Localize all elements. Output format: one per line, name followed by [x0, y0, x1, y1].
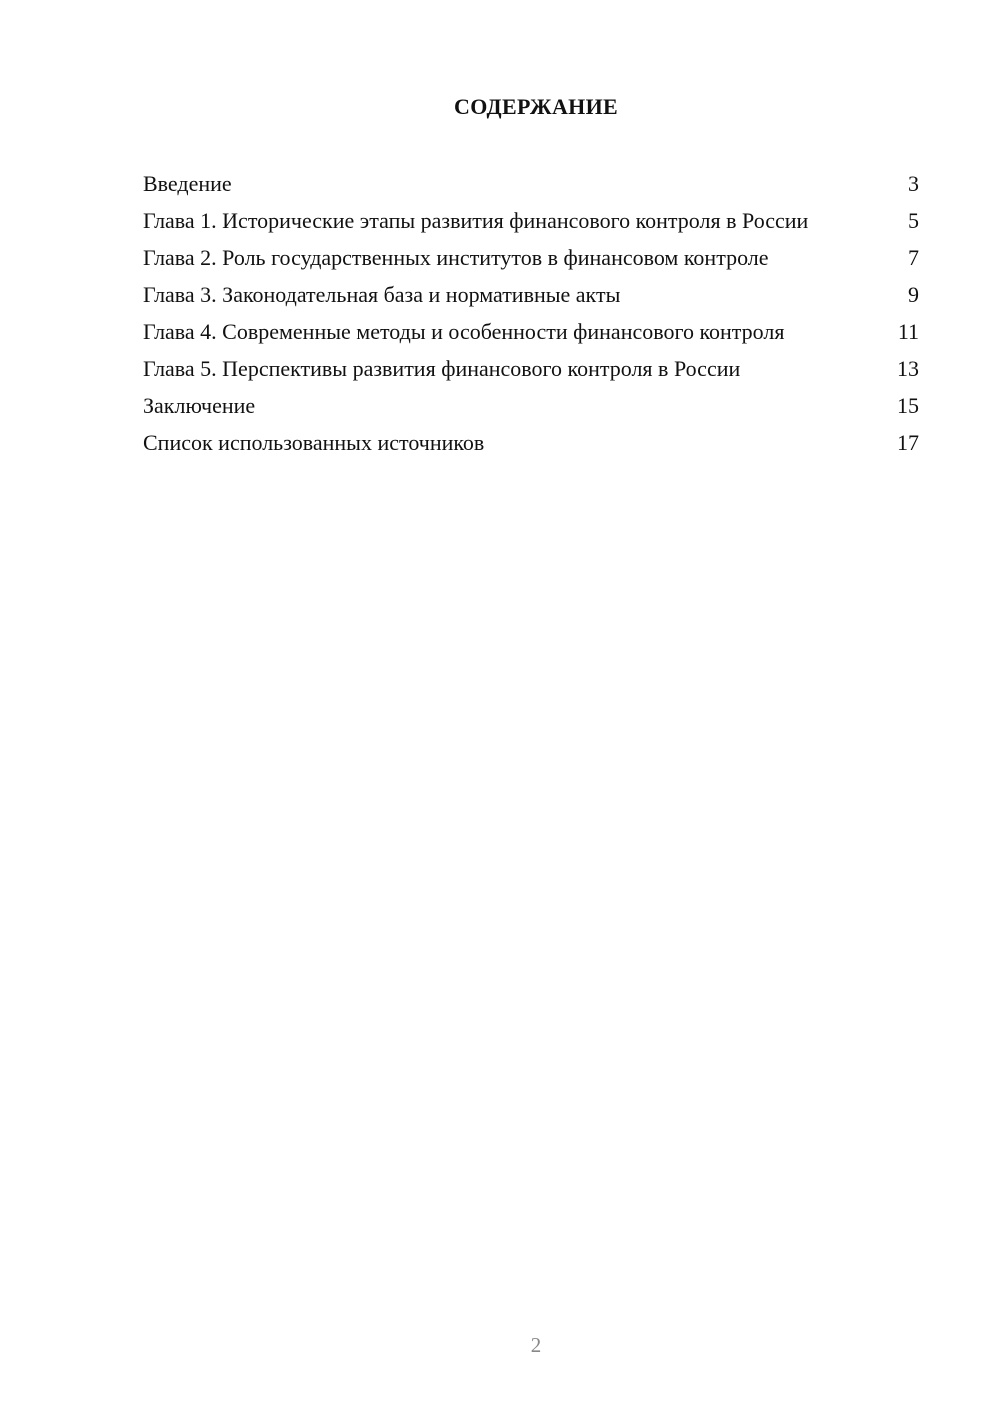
- toc-entry: [143, 355, 919, 382]
- page-number: 2: [530, 1333, 542, 1357]
- toc-entry-label: Глава 4. Современные методы и особенности финансового контроля: [143, 319, 785, 344]
- toc-entry-page: 11: [897, 319, 919, 344]
- toc-entry: [143, 244, 919, 271]
- toc-entry-label: Глава 1. Исторические этапы развития финансового контроля в России: [143, 208, 809, 233]
- toc-entry: [143, 170, 919, 197]
- toc-entry-label: Глава 3. Законодательная база и нормативные акты: [143, 282, 621, 307]
- toc-entry: [143, 429, 919, 456]
- toc-entry-page: 7: [908, 245, 919, 270]
- table-of-contents: [143, 170, 919, 466]
- toc-entry-page: 9: [908, 282, 919, 307]
- toc-entry: [143, 207, 919, 234]
- page-title: СОДЕРЖАНИЕ: [454, 94, 618, 119]
- toc-entry-label: Введение: [143, 171, 232, 196]
- toc-entry-page: 17: [897, 430, 919, 455]
- toc-entry: [143, 318, 919, 345]
- toc-entry-page: 13: [897, 356, 919, 381]
- toc-entry-page: 5: [908, 208, 919, 233]
- toc-entry-label: Заключение: [143, 393, 256, 418]
- toc-entry-page: 3: [908, 171, 919, 196]
- toc-entry: [143, 281, 919, 308]
- toc-entry-page: 15: [897, 393, 919, 418]
- toc-entry-label: Список использованных источников: [143, 430, 485, 455]
- toc-entry-label: Глава 5. Перспективы развития финансового контроля в России: [143, 356, 741, 381]
- toc-entry-label: Глава 2. Роль государственных институтов в финансовом контроле: [143, 245, 769, 270]
- toc-entry: [143, 392, 919, 419]
